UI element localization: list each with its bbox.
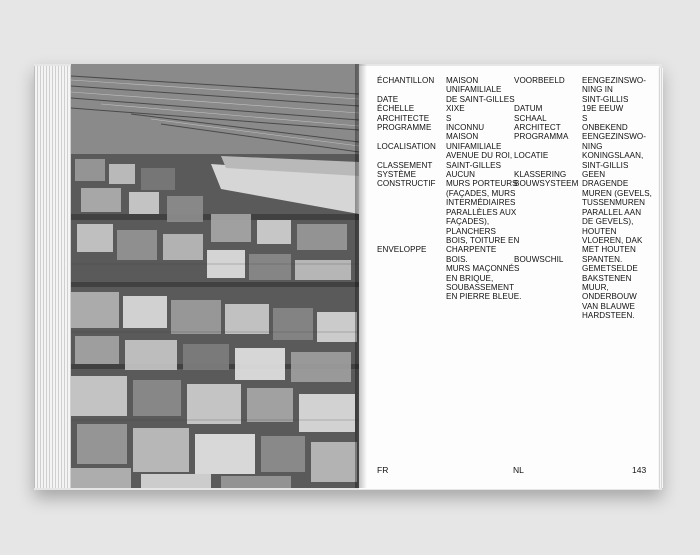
nl-field-values: EENGEZINSWO- NING IN SINT-GILLIS 19E EEUW S ONBEKEND EENGEZINSWO- NING KONINGSLAAN, SINT-GILLIS GEEN DRAGENDE MUREN (GEVELS, TUSSENMUREN PARALLEL AAN DE GEVELS), HOUTEN VLOEREN, DAK MET HOUTEN SPANTEN. GEMETSELDE BAKSTENEN MUUR, ONDERBOUW VAN BLAUWE HARDSTEEN.: [582, 76, 652, 321]
nl-field-labels: VOORBEELD DATUM SCHAAL ARCHITECT PROGRAMMA LOCATIE KLASSERING BOUWSYSTEEM BOUWSCHIL: [514, 76, 579, 264]
page-edges: [34, 66, 73, 488]
page-number: 143: [632, 465, 647, 475]
footer-lang-nl: NL: [513, 465, 524, 475]
aerial-photo: [71, 64, 359, 488]
fr-field-labels: ÉCHANTILLON DATE ÉCHELLE ARCHITECTE PROGRAMME LOCALISATION CLASSEMENT SYSTÈME CONSTRUCTIF ENVELOPPE: [377, 76, 436, 255]
fr-field-values: MAISON UNIFAMILIALE DE SAINT-GILLES XIXE S INCONNU MAISON UNIFAMILIALE AVENUE DU ROI, SAINT-GILLES AUCUN MURS PORTEURS (FAÇADES, MURS INTERMÉDIAIRES PARALLÈLES AUX FAÇADES), PLANCHERS BOIS, TOITURE EN CHARPENTE BOIS. MURS MAÇONNÉS EN BRIQUE, SOUBASSEMENT EN PIERRE BLEUE.: [446, 76, 522, 302]
right-page-edges: [658, 68, 663, 488]
footer-lang-fr: FR: [377, 465, 389, 475]
